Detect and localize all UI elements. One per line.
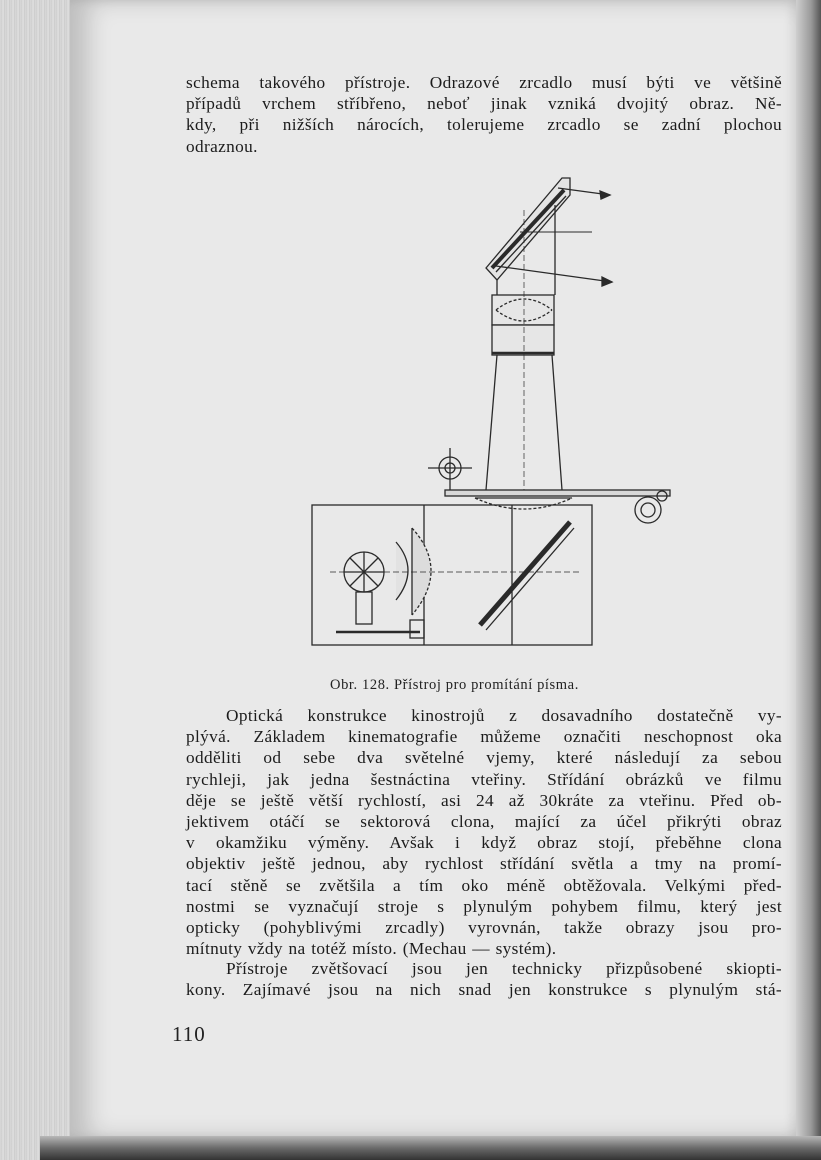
text-line: nostmi se vyznačují stroje s plynulým pohybem filmu, který jest: [186, 896, 782, 916]
text-line: případů vrchem stříbřeno, neboť jinak vzniká dvojitý obraz. Ně-: [186, 94, 782, 114]
paragraph-kinostroje: [186, 705, 782, 959]
text-line: odraznou.: [186, 136, 258, 156]
text-line: děje se ještě větší rychlostí, asi 24 až 30kráte za vteřinu. Před ob-: [186, 790, 782, 810]
text-line: jektivem otáčí se sektorová clona, mající za účel přikrýti obraz: [186, 811, 782, 831]
projector-diagram: [300, 170, 680, 660]
text-line: rychleji, jak jedna šestnáctina vteřiny. Střídání obrázků ve filmu: [186, 769, 782, 789]
text-line: kony. Zajímavé jsou na nich snad jen konstrukce s plynulým stá-: [186, 980, 782, 1000]
paragraph-zvetsovaci: [186, 958, 782, 1000]
bottom-page-edge: [40, 1136, 821, 1160]
text-line: mítnuty vždy na totéž místo. (Mechau — systém).: [186, 939, 557, 959]
right-page-edge: [796, 0, 821, 1160]
text-line: Přístroje zvětšovací jsou jen technicky přizpůsobené skiopti-: [226, 959, 782, 978]
text-line: schema takového přístroje. Odrazové zrcadlo musí býti ve většině: [186, 73, 782, 92]
text-line: tací stěně se zvětšila a tím oko méně obtěžovala. Velkými před-: [186, 875, 782, 895]
text-line: opticky (pohyblivými zrcadly) vyrovnán, takže obrazy jsou pro-: [186, 917, 782, 937]
projector-diagram-svg: [300, 170, 680, 660]
text-line: kdy, při nižších nárocích, tolerujeme zrcadlo se zadní plochou: [186, 115, 782, 135]
intro-paragraph: [186, 72, 782, 157]
text-line: odděliti od sebe dva světelné vjemy, které následují za sebou: [186, 748, 782, 768]
text-line: Optická konstrukce kinostrojů z dosavadního dostatečně vy-: [226, 706, 782, 725]
text-line: plývá. Základem kinematografie můžeme označiti neschopnost oka: [186, 727, 782, 747]
text-line: objektiv ještě jednou, aby rychlost střídání světla a tmy na promí-: [186, 854, 782, 874]
text-line: v okamžiku výměny. Avšak i když obraz stojí, přeběhne clona: [186, 833, 782, 853]
figure-caption: Obr. 128. Přístroj pro promítání písma.: [330, 677, 579, 693]
page-number: 110: [172, 1022, 206, 1046]
